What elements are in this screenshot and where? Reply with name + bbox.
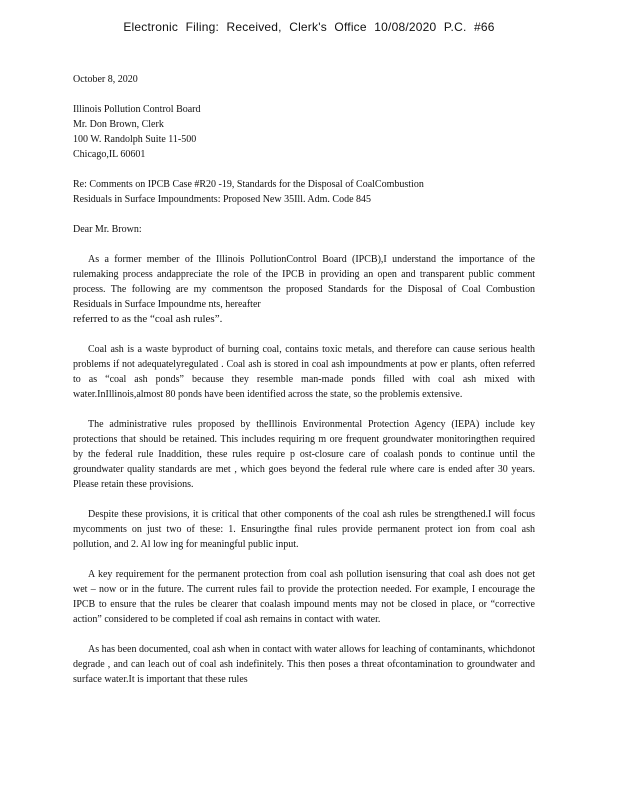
address-line: 100 W. Randolph Suite 11-500 [73, 134, 197, 145]
subject-line [73, 177, 535, 207]
paragraph [73, 567, 535, 627]
filing-header: Electronic Filing: Received, Clerk's Office 10/08/2020 P.C. #66 [123, 20, 495, 34]
paragraph [73, 507, 535, 552]
address-line: Mr. Don Brown, Clerk [73, 119, 164, 130]
paragraph [73, 642, 535, 687]
paragraph-text: As has been documented, coal ash when in contact with water allows for leaching of contaminants, whichdonot degrade , and can leach out of coal ash indefinitely. This then poses a threat ofcontamination to groundwater and surface water.It is important that these rules [73, 644, 535, 685]
re-line: Re: Comments on IPCB Case #R20 -19, Standards for the Disposal of CoalCombustion [73, 179, 424, 190]
paragraph-text: A key requirement for the permanent protection from coal ash pollution isensuring that coal ash does not get wet – now or in the future. The current rules fail to provide the protection needed. For example, I encourage the IPCB to ensure that the rules be clearer that coalash impound ments may not be closed in place, or “corrective action” considered to be completed if coal ash remains in contact with water. [73, 569, 535, 625]
re-line: Residuals in Surface Impoundments: Proposed New 35Ill. Adm. Code 845 [73, 194, 372, 205]
address-line: Illinois Pollution Control Board [73, 104, 201, 115]
paragraph-text: Despite these provisions, it is critical that other components of the coal ash rules be strengthened.I will focus mycomments on just two of these: 1. Ensuringthe final rules provide permanent protect ion from coal ash pollution, and 2. Al low ing for meaningful public input. [73, 509, 535, 550]
paragraph-text: As a former member of the Illinois PollutionControl Board (IPCB),I understand the importance of the rulemaking process andappreciate the role of the IPCB in providing an open and transparent public comment process. The following are my commentson the proposed Standards for the Disposal of Coal Combustion Residuals in Surface Impoundme nts, hereafter [73, 254, 535, 310]
paragraph-text: Coal ash is a waste byproduct of burning coal, contains toxic metals, and therefore can cause serious health problems if not adequatelyregulated . Coal ash is stored in coal ash impoundments at pow er plants, often referred to as “coal ash ponds” because they resemble man-made ponds filled with coal ash mixed with water.InIllinois,almost 80 ponds have been identified across the state, so the problemis extensive. [73, 344, 535, 400]
paragraph-text: The administrative rules proposed by theIllinois Environmental Protection Agency (IEPA) include key protections that should be retained. This includes requiring m ore frequent groundwater monitoringthen required by the federal rule Inaddition, these rules require p ost-closure care of coalash ponds to continue until the groundwater quality standards are met , which goes beyond the federal rule where care is ended after 30 years. Please retain these provisions. [73, 419, 535, 490]
paragraph [73, 417, 535, 492]
address-line: Chicago,IL 60601 [73, 149, 146, 160]
letter-body [73, 72, 535, 687]
salutation: Dear Mr. Brown: [73, 224, 142, 235]
paragraph [73, 342, 535, 402]
recipient-address [73, 102, 535, 162]
letter-date: October 8, 2020 [73, 74, 138, 85]
paragraph-tail: referred to as the “coal ash rules”. [73, 313, 223, 325]
paragraph [73, 252, 535, 327]
